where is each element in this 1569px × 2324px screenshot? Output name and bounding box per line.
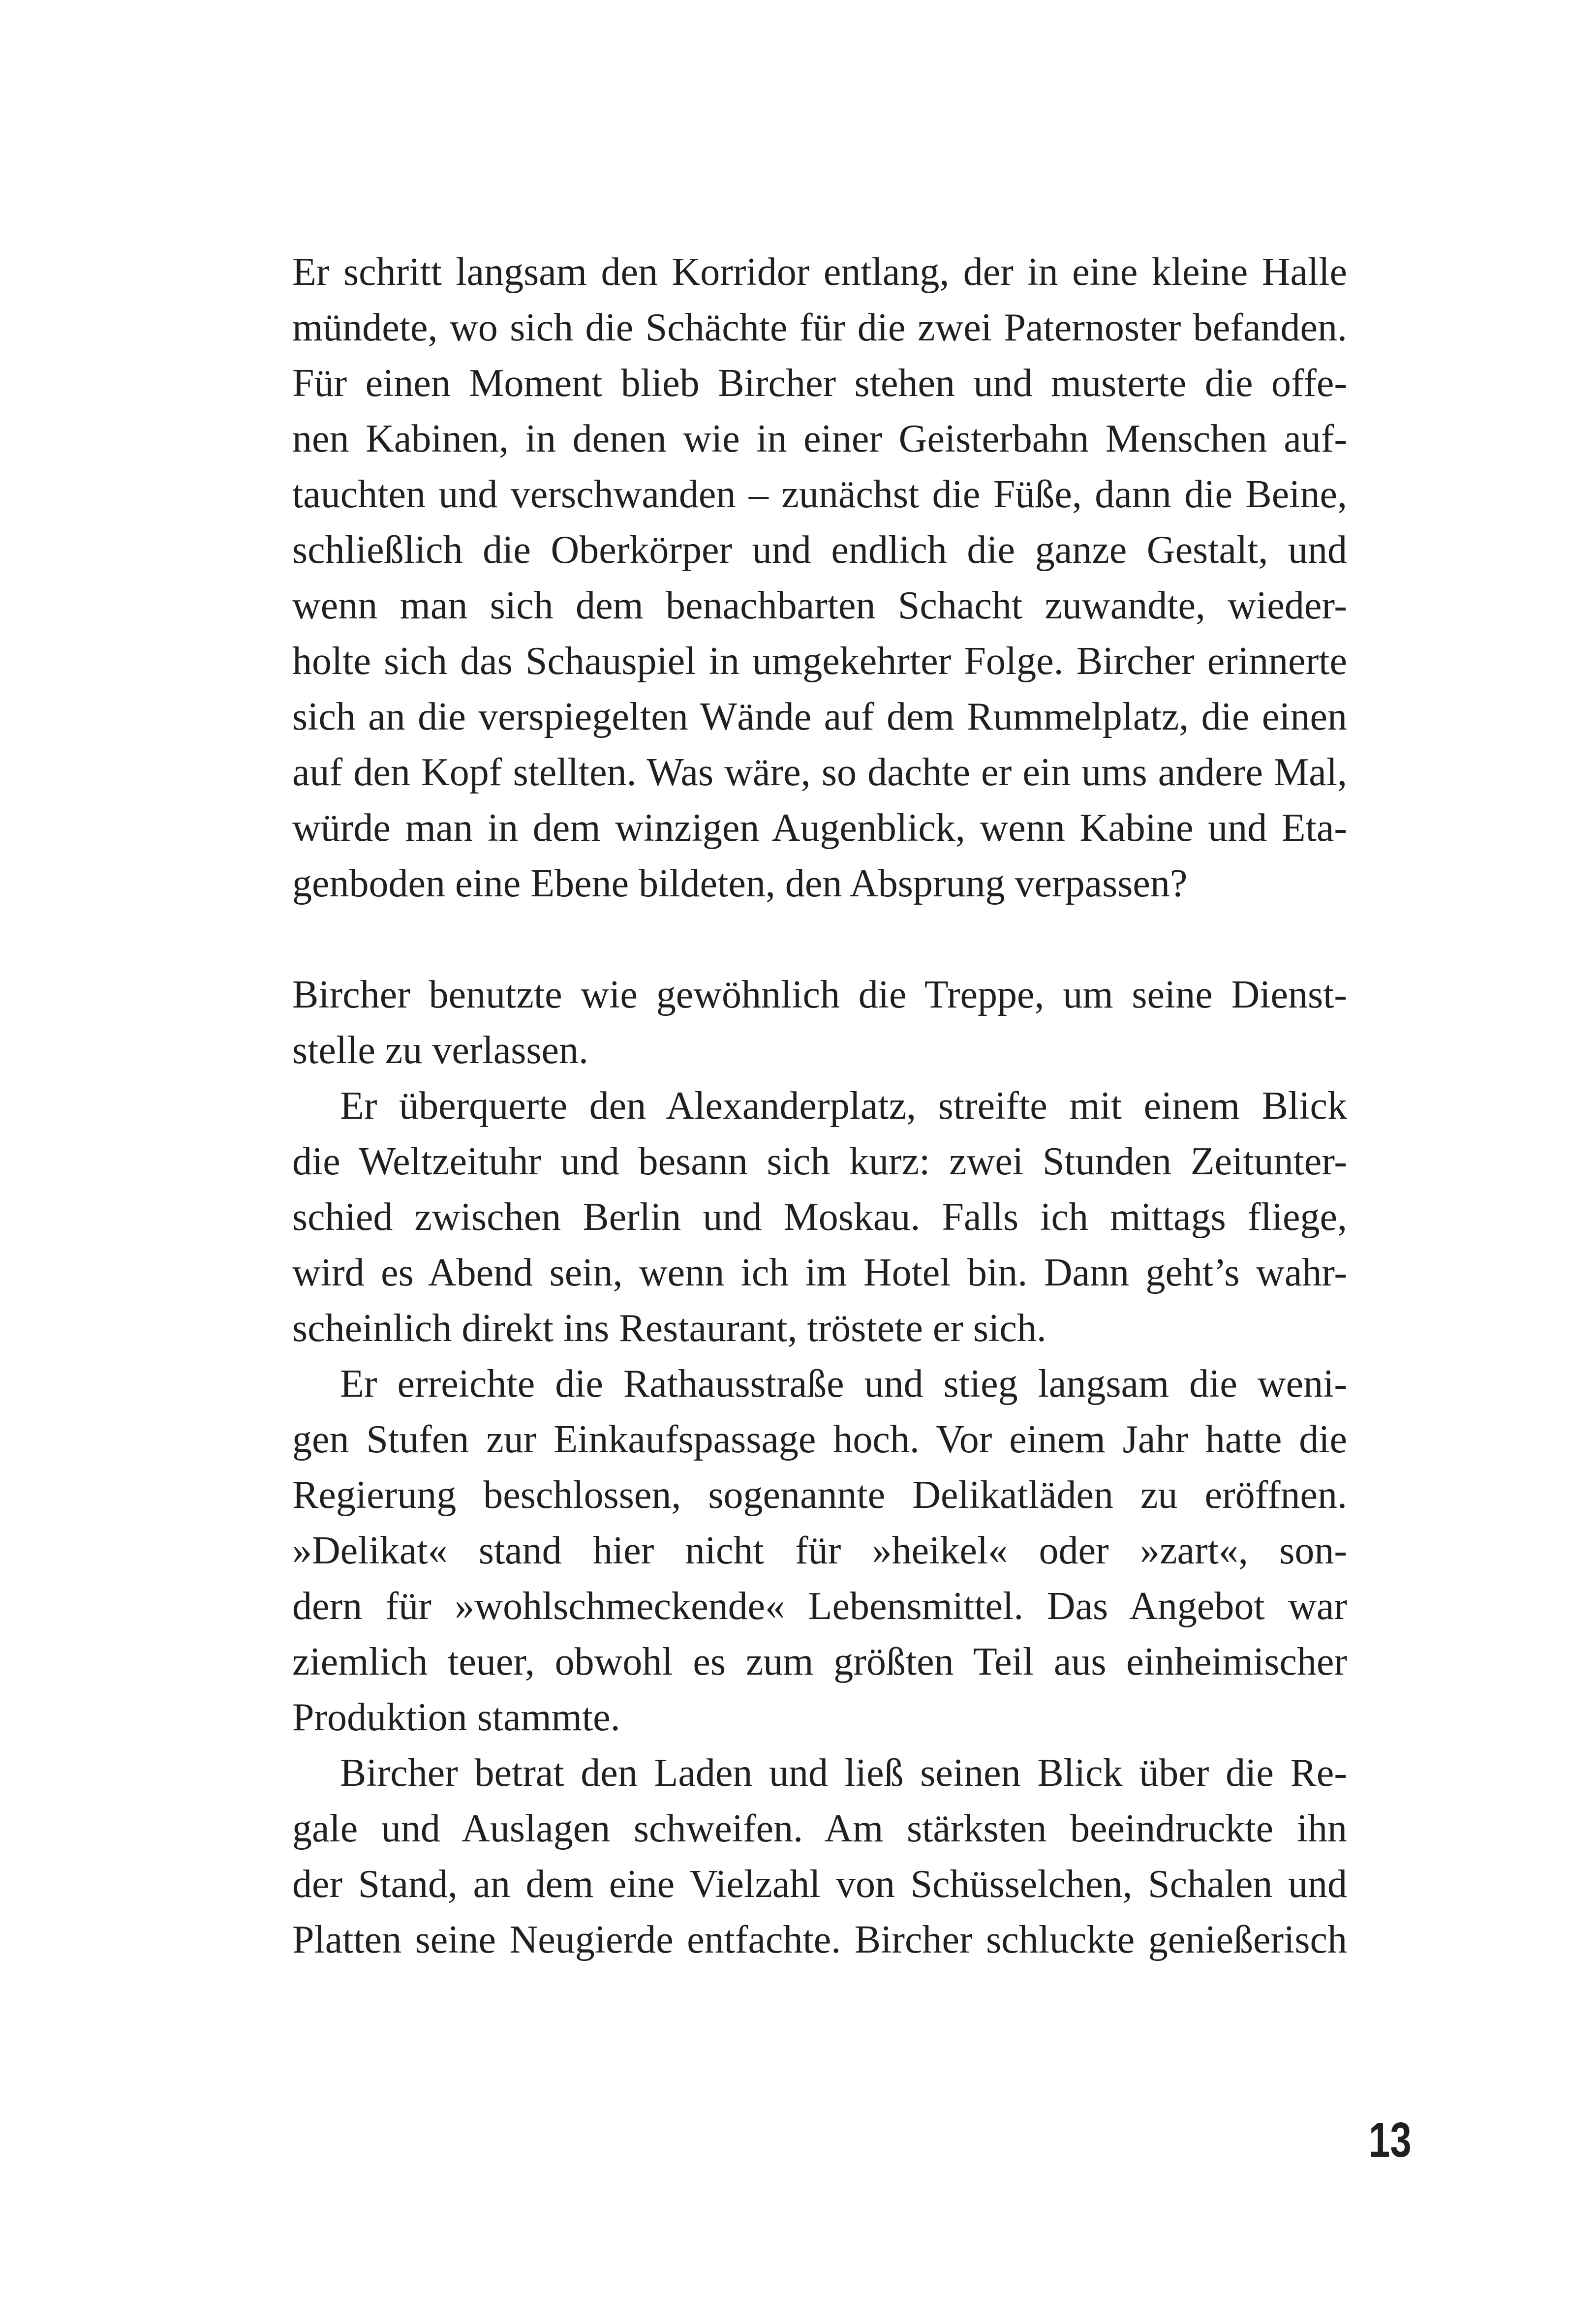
text-line: ziemlich teuer, obwohl es zum größten Teil aus einheimischer	[292, 1640, 1347, 1683]
body-text	[292, 245, 1347, 1968]
text-line: sich an die verspiegelten Wände auf dem Rummelplatz, die einen	[292, 695, 1347, 738]
text-line: Regierung beschlossen, sogenannte Delikatläden zu eröffnen.	[292, 1473, 1347, 1517]
text-line: Er erreichte die Rathausstraße und stieg langsam die weni-	[340, 1362, 1347, 1406]
text-line: schied zwischen Berlin und Moskau. Falls ich mittags fliege,	[292, 1195, 1347, 1239]
section-break	[292, 912, 1347, 967]
text-line: gale und Auslagen schweifen. Am stärksten beeindruckte ihn	[292, 1807, 1347, 1850]
text-line: nen Kabinen, in denen wie in einer Geisterbahn Menschen auf-	[292, 417, 1347, 460]
text-line: scheinlich direkt ins Restaurant, tröstete er sich.	[292, 1307, 1046, 1350]
text-line: Er überquerte den Alexanderplatz, streifte mit einem Blick	[340, 1084, 1347, 1128]
text-line: gen Stufen zur Einkaufspassage hoch. Vor einem Jahr hatte die	[292, 1418, 1347, 1461]
text-line: würde man in dem winzigen Augenblick, wenn Kabine und Eta-	[292, 806, 1347, 850]
text-line: wenn man sich dem benachbarten Schacht zuwandte, wieder-	[292, 584, 1347, 627]
text-line: mündete, wo sich die Schächte für die zwei Paternoster befanden.	[292, 306, 1347, 349]
text-line: stelle zu verlassen.	[292, 1029, 588, 1072]
text-line: tauchten und verschwanden – zunächst die Füße, dann die Beine,	[292, 473, 1347, 516]
paragraph	[292, 1745, 1347, 1968]
paragraph	[292, 1356, 1347, 1745]
text-line: Bircher benutzte wie gewöhnlich die Treppe, um seine Dienst-	[292, 973, 1347, 1016]
text-line: auf den Kopf stellten. Was wäre, so dachte er ein ums andere Mal,	[292, 751, 1347, 794]
page-number: 13	[1369, 2112, 1412, 2168]
text-line: Platten seine Neugierde entfachte. Bircher schluckte genießerisch	[292, 1918, 1347, 1961]
text-line: Bircher betrat den Laden und ließ seinen Blick über die Re-	[340, 1751, 1347, 1795]
text-line: »Delikat« stand hier nicht für »heikel« oder »zart«, son-	[292, 1529, 1347, 1572]
text-line: Er schritt langsam den Korridor entlang, der in eine kleine Halle	[292, 250, 1347, 294]
text-line: wird es Abend sein, wenn ich im Hotel bin. Dann geht’s wahr-	[292, 1251, 1347, 1294]
text-line: dern für »wohlschmeckende« Lebensmittel. Das Angebot war	[292, 1585, 1347, 1628]
text-line: holte sich das Schauspiel in umgekehrter Folge. Bircher erinnerte	[292, 640, 1347, 683]
paragraph	[292, 245, 1347, 912]
paragraph	[292, 1078, 1347, 1356]
text-line: der Stand, an dem eine Vielzahl von Schüsselchen, Schalen und	[292, 1863, 1347, 1906]
paragraph	[292, 967, 1347, 1078]
text-line: schließlich die Oberkörper und endlich die ganze Gestalt, und	[292, 528, 1347, 572]
text-line: genboden eine Ebene bildeten, den Absprung verpassen?	[292, 862, 1188, 905]
text-line: die Weltzeituhr und besann sich kurz: zwei Stunden Zeitunter-	[292, 1140, 1347, 1183]
text-line: Für einen Moment blieb Bircher stehen und musterte die offe-	[292, 362, 1347, 405]
text-line: Produktion stammte.	[292, 1696, 620, 1739]
